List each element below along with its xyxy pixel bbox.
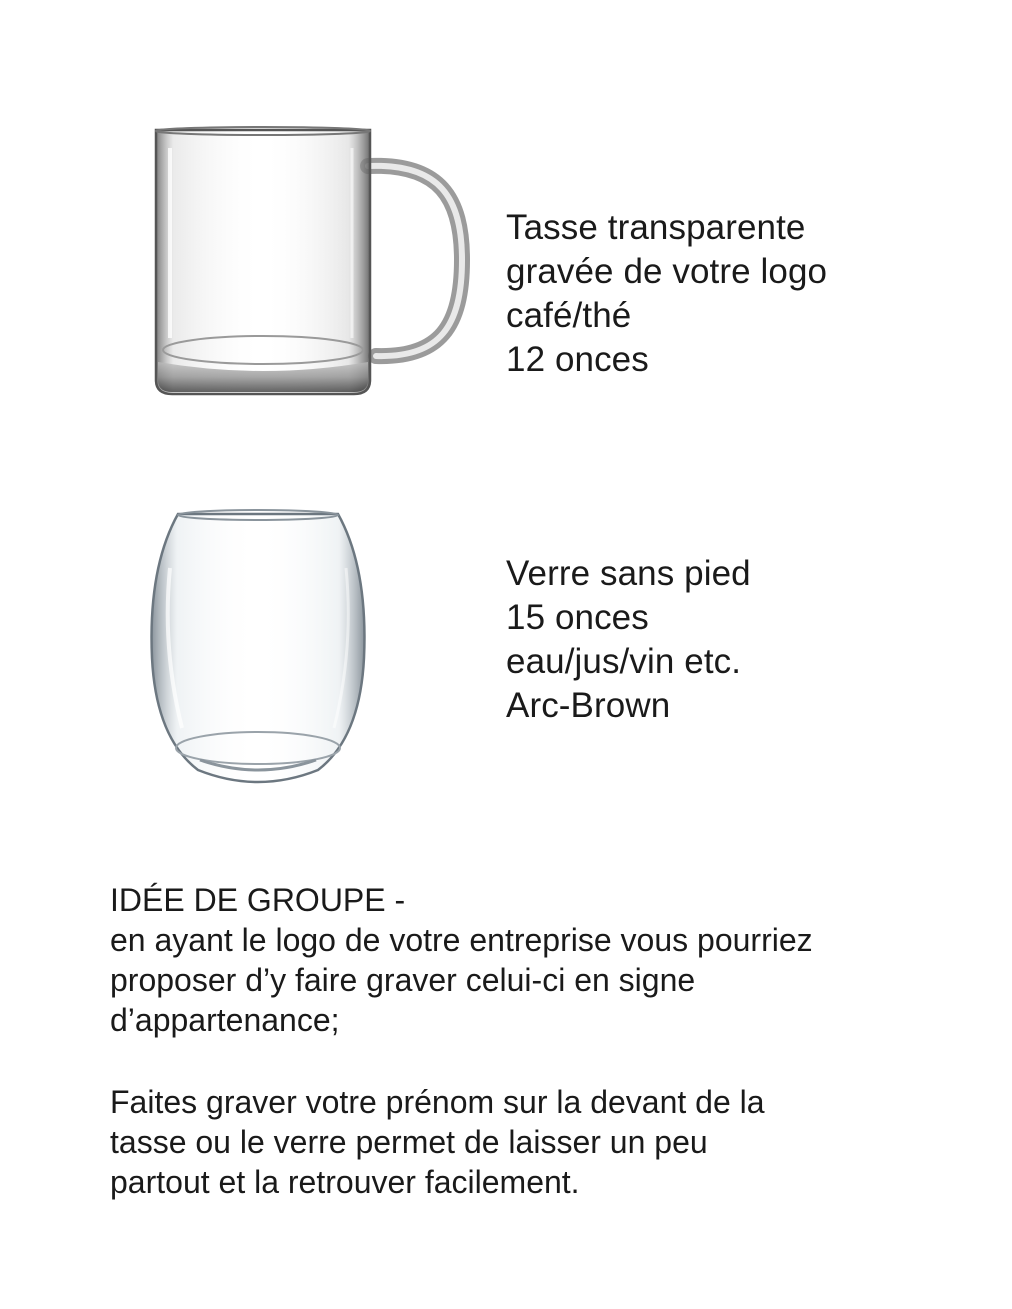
group-idea-heading: IDÉE DE GROUPE - <box>110 882 406 918</box>
group-idea-section <box>110 880 970 1202</box>
paragraph-spacer <box>110 1040 970 1082</box>
glass-line-brand: Arc-Brown <box>506 686 671 725</box>
group-idea-paragraph-1-line-2: proposer d’y faire graver celui-ci en signe <box>110 962 696 998</box>
glass-line-name: Verre sans pied <box>506 554 751 593</box>
mug-line-capacity: 12 onces <box>506 340 649 379</box>
mug-line-engraving: gravée de votre logo <box>506 252 828 291</box>
mug-line-name: Tasse transparente <box>506 208 806 247</box>
glass-line-capacity: 15 onces <box>506 598 649 637</box>
glass-line-use: eau/jus/vin etc. <box>506 642 742 681</box>
group-idea-paragraph-2-line-2: tasse ou le verre permet de laisser un peu <box>110 1124 708 1160</box>
clear-glass-mug-icon <box>140 118 470 408</box>
group-idea-paragraph-2-line-3: partout et la retrouver facilement. <box>110 1164 580 1200</box>
mug-line-use: café/thé <box>506 296 632 335</box>
group-idea-paragraph-1-line-1: en ayant le logo de votre entreprise vous pourriez <box>110 922 813 958</box>
group-idea-paragraph-2-line-1: Faites graver votre prénom sur la devant de la <box>110 1084 765 1120</box>
stemless-glass-icon <box>108 498 408 790</box>
glass-description <box>506 552 751 728</box>
group-idea-paragraph-1-line-3: d’appartenance; <box>110 1002 340 1038</box>
mug-description <box>506 206 827 382</box>
